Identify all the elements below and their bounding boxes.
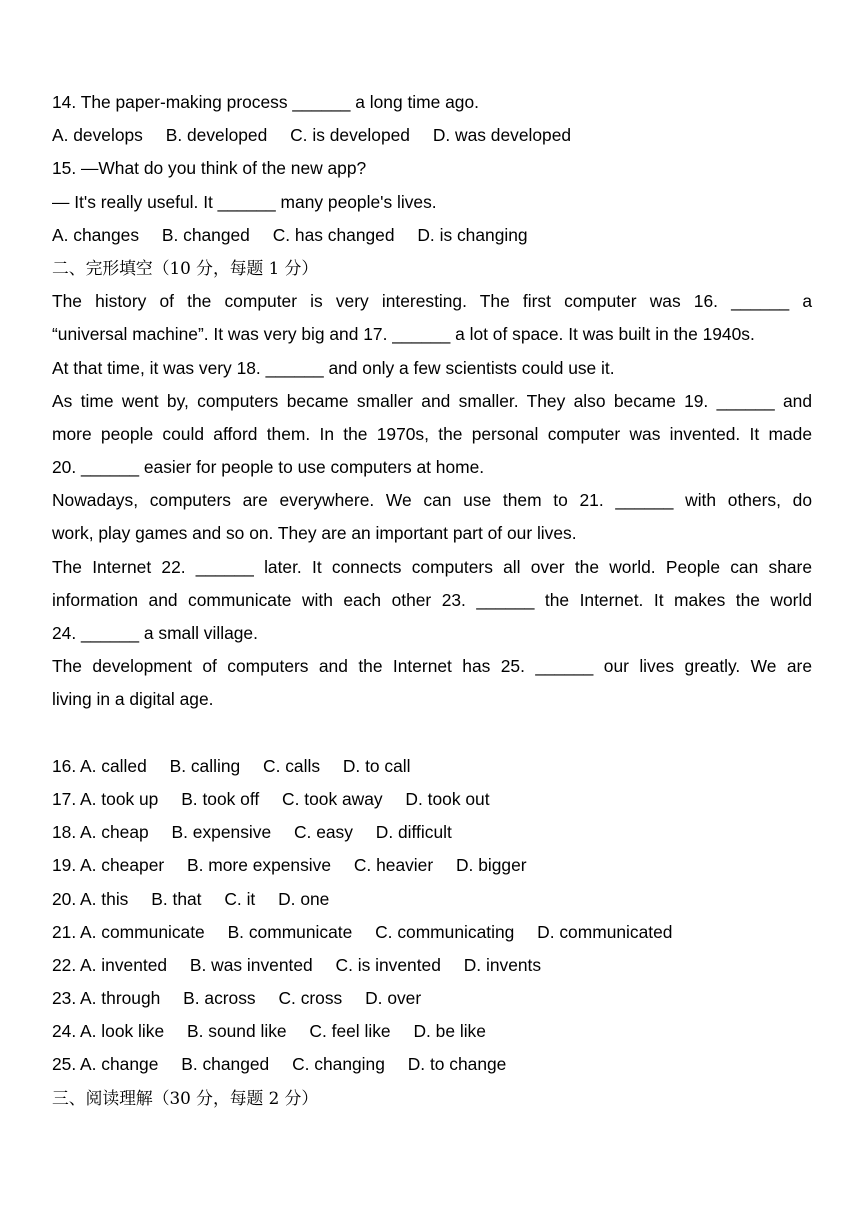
option-d: D. bigger — [455, 855, 527, 876]
passage-line: “universal machine”. It was very big and 17. ______ a lot of space. It was built in the 1940s. — [52, 324, 755, 345]
option-d: D. to change — [407, 1054, 507, 1075]
passage-line: The history of the computer is very interesting. The first computer was 16. ______ a — [52, 291, 812, 312]
option-c: C. it — [224, 888, 256, 909]
option-a: A. changes — [52, 224, 140, 245]
cloze-options-20 — [52, 883, 812, 916]
option-c: C. communicating — [375, 921, 515, 942]
option-b: B. calling — [169, 755, 241, 776]
cloze-options-18 — [52, 816, 812, 849]
section-3-heading: 三、阅读理解（30 分，每题 2 分） — [52, 1087, 319, 1108]
passage-line: more people could afford them. In the 1970s, the personal computer was invented. It made — [52, 423, 812, 444]
option-a: 21. A. communicate — [52, 921, 205, 942]
passage-line: information and communicate with each other 23. ______ the Internet. It makes the world — [52, 589, 812, 610]
question-15-options — [52, 219, 812, 252]
option-a: 24. A. look like — [52, 1021, 165, 1042]
passage-line: 20. ______ easier for people to use computers at home. — [52, 457, 485, 478]
question-15-stem: 15. —What do you think of the new app? — [52, 158, 367, 179]
cloze-options-21 — [52, 916, 812, 949]
question-14-stem: 14. The paper-making process ______ a long time ago. — [52, 92, 479, 112]
passage-line: Nowadays, computers are everywhere. We can use them to 21. ______ with others, do — [52, 490, 812, 511]
option-d: D. is changing — [417, 224, 528, 245]
cloze-options-25 — [52, 1048, 812, 1081]
option-c: C. easy — [293, 822, 353, 843]
passage-line: work, play games and so on. They are an important part of our lives. — [52, 523, 577, 544]
passage-line: At that time, it was very 18. ______ and only a few scientists could use it. — [52, 357, 615, 378]
cloze-options-24 — [52, 1015, 812, 1048]
option-b: B. communicate — [227, 921, 353, 942]
option-b: B. expensive — [171, 822, 272, 843]
option-b: B. changed — [181, 1054, 270, 1075]
option-b: B. across — [183, 988, 256, 1009]
option-a: 17. A. took up — [52, 788, 159, 809]
option-c: C. is developed — [290, 125, 410, 146]
option-d: D. was developed — [432, 125, 572, 146]
option-a: A. develops — [52, 125, 143, 146]
option-b: B. changed — [161, 224, 250, 245]
option-d: D. one — [278, 888, 330, 909]
cloze-options-22 — [52, 949, 812, 982]
option-a: 16. A. called — [52, 755, 147, 776]
question-15-reply: — It's really useful. It ______ many people's lives. — [52, 191, 437, 212]
exam-page — [52, 86, 812, 1115]
cloze-options-16 — [52, 750, 812, 783]
option-a: 18. A. cheap — [52, 822, 149, 843]
option-d: D. to call — [342, 755, 411, 776]
passage-line: As time went by, computers became smaller and smaller. They also became 19. ______ and — [52, 390, 812, 411]
passage-line: living in a digital age. — [52, 689, 214, 710]
option-a: 25. A. change — [52, 1054, 159, 1075]
option-a: 20. A. this — [52, 888, 129, 909]
option-a: 23. A. through — [52, 988, 161, 1009]
question-14-options — [52, 119, 812, 152]
spacer — [52, 717, 812, 750]
option-b: B. sound like — [186, 1021, 287, 1042]
option-d: D. over — [365, 988, 422, 1009]
option-b: B. was invented — [189, 954, 313, 975]
option-d: D. difficult — [375, 822, 452, 843]
option-b: B. took off — [181, 788, 260, 809]
option-b: B. more expensive — [187, 855, 332, 876]
option-b: B. that — [151, 888, 202, 909]
option-c: C. is invented — [335, 954, 441, 975]
passage-line: 24. ______ a small village. — [52, 623, 258, 643]
option-c: C. calls — [263, 755, 321, 776]
section-2-heading: 二、完形填空（10 分，每题 1 分） — [52, 257, 319, 278]
option-c: C. cross — [278, 988, 343, 1009]
option-c: C. feel like — [309, 1021, 391, 1042]
passage-line: The Internet 22. ______ later. It connects computers all over the world. People can share — [52, 556, 812, 577]
option-b: B. developed — [165, 125, 268, 146]
option-d: D. invents — [463, 954, 542, 975]
option-d: D. be like — [413, 1021, 486, 1042]
option-d: D. communicated — [537, 921, 673, 942]
cloze-options-23 — [52, 982, 812, 1015]
option-c: C. took away — [282, 788, 383, 809]
option-a: 22. A. invented — [52, 954, 168, 975]
cloze-options-19 — [52, 849, 812, 882]
option-c: C. changing — [292, 1054, 385, 1075]
option-d: D. took out — [405, 788, 490, 809]
option-c: C. has changed — [272, 224, 395, 245]
option-c: C. heavier — [353, 855, 434, 876]
passage-line: The development of computers and the Internet has 25. ______ our lives greatly. We are — [52, 656, 812, 677]
option-a: 19. A. cheaper — [52, 855, 165, 876]
cloze-options-17 — [52, 783, 812, 816]
